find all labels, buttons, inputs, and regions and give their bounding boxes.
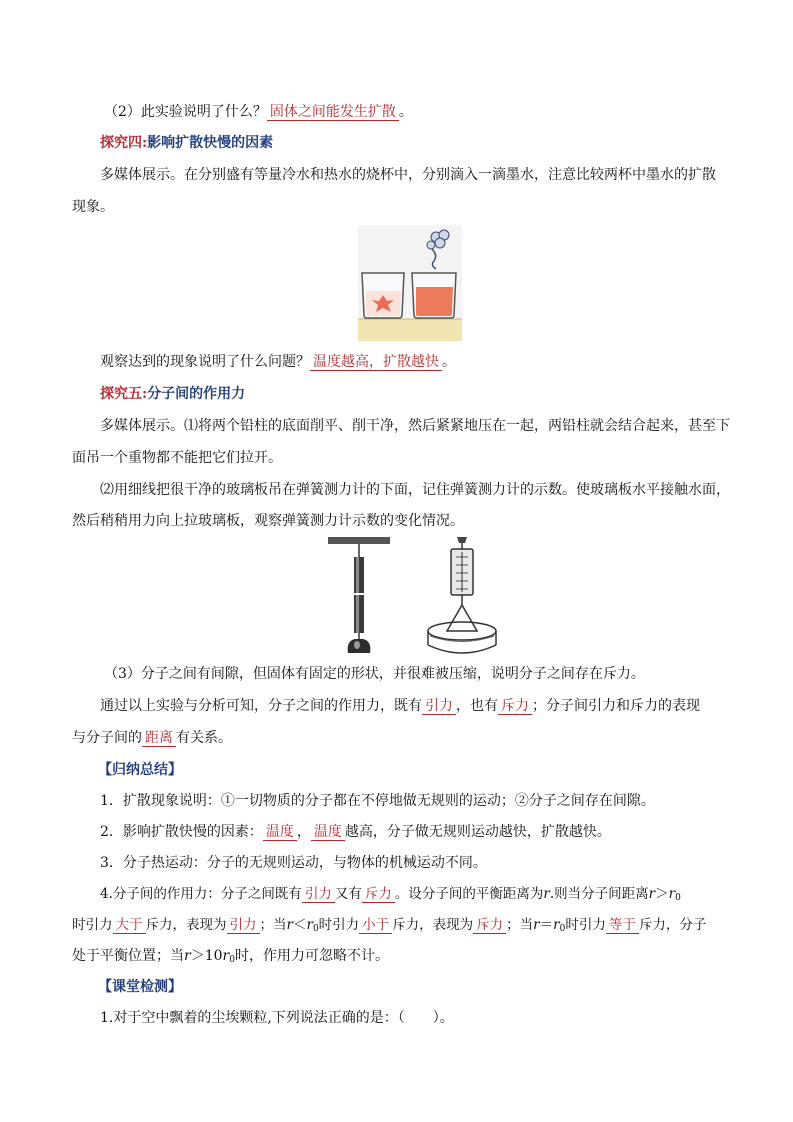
section-title: 【归纳总结】	[98, 762, 182, 778]
answer-blank: 等于	[606, 917, 639, 934]
check-title	[98, 977, 182, 997]
var-r: r	[184, 948, 191, 964]
answer-blank: 斥力	[473, 917, 506, 934]
answer-blank: 温度	[311, 824, 345, 841]
observe-question	[100, 352, 456, 372]
var-r: r	[553, 917, 560, 933]
answer-blank: 距离	[142, 730, 176, 747]
text: ＞10	[190, 948, 223, 964]
text: ；当	[506, 917, 534, 933]
answer-blank: 斥力	[498, 698, 532, 715]
var-r: r	[286, 917, 293, 933]
punct: 。	[398, 104, 413, 120]
explore-tag: 探究五:	[100, 386, 148, 402]
subscript: 0	[559, 924, 566, 934]
text: 斥力，表现为	[392, 917, 474, 933]
text: 与分子间的	[72, 730, 142, 746]
summary-3: 3．分子热运动：分子的无规则运动，与物体的机械运动不同。	[100, 855, 487, 871]
media1-line2: 现象。	[72, 199, 114, 215]
subscript: 0	[312, 924, 319, 934]
text: .则当分子间距离	[549, 886, 649, 902]
question-text: 观察达到的现象说明了什么问题？	[100, 354, 310, 370]
explore5-heading	[100, 384, 245, 404]
text: 斥力，分子	[638, 917, 707, 933]
var-r: r	[668, 886, 676, 902]
question-text: （2）此实验说明了什么？	[104, 104, 267, 120]
media2-line1: 多媒体展示。⑴将两个铅柱的底面削平、削干净，然后紧紧地压在一起，两铅柱就会结合起来，甚至下	[100, 418, 730, 434]
explore4-heading	[100, 133, 273, 153]
subscript: 0	[675, 893, 681, 903]
text: ；分子间引力和斥力的表现	[532, 698, 700, 714]
text: 。设分子间的平衡距离为	[394, 886, 544, 902]
summary-title	[98, 760, 182, 780]
answer-blank: 小于	[359, 917, 392, 934]
text: ＞	[655, 886, 669, 902]
summary-1: 1．扩散现象说明：①一切物质的分子都在不停地做无规则的运动；②分子之间存在间隙。	[100, 793, 655, 809]
text: 时引力	[72, 917, 113, 933]
text: ，也有	[456, 698, 498, 714]
answer-blank: 大于	[113, 917, 146, 934]
conclusion-line1	[100, 696, 700, 716]
answer-blank: 斥力	[362, 886, 395, 903]
summary-4-line1	[100, 884, 681, 908]
answer-blank: 温度越高，扩散越快	[310, 354, 442, 371]
var-r: r	[648, 886, 656, 902]
subscript: 0	[229, 955, 235, 965]
answer-blank: 引力	[302, 886, 335, 903]
text: 4.分子间的作用力：分子之间既有	[100, 886, 302, 902]
item3-text: （3）分子之间有间隙，但固体有固定的形状，并很难被压缩，说明分子之间存在斥力。	[104, 666, 645, 682]
var-r: r	[543, 886, 550, 902]
var-r: r	[533, 917, 540, 933]
lead-cylinders-illustration	[328, 535, 390, 655]
text: ＜	[292, 917, 307, 933]
text: ，	[296, 824, 311, 840]
text: ；当	[259, 917, 287, 933]
explore-title: 影响扩散快慢的因素	[147, 135, 274, 151]
text: 时引力	[565, 917, 606, 933]
punct: 。	[442, 354, 456, 370]
explore-tag: 探究四:	[100, 135, 148, 151]
answer-blank: 温度	[263, 824, 297, 841]
text: 时引力	[318, 917, 360, 933]
beakers-illustration	[358, 225, 462, 341]
media1-line1: 多媒体展示。在分别盛有等量冷水和热水的烧杯中，分别滴入一滴墨水，注意比较两杯中墨水的扩散	[100, 167, 716, 183]
section2-question	[104, 102, 413, 122]
media3-line1: ⑵用细线把很干净的玻璃板吊在弹簧测力计的下面，记住弹簧测力计的示数。使玻璃板水平接触水面，	[100, 482, 730, 498]
answer-blank: 引力	[422, 698, 456, 715]
text: 通过以上实验与分析可知，分子之间的作用力，既有	[100, 698, 422, 714]
var-r: r	[306, 917, 313, 933]
answer-blank: 固体之间能发生扩散	[267, 104, 399, 121]
text: 2．影响扩散快慢的因素：	[100, 824, 263, 840]
text: 又有	[334, 886, 362, 902]
text: 越高，分子做无规则运动越快，扩散越快。	[344, 824, 611, 840]
text: 处于平衡位置；当	[72, 948, 184, 964]
summary-4-line2	[72, 915, 706, 939]
section-title: 【课堂检测】	[98, 979, 182, 995]
media2-line2: 面吊一个重物都不能把它们拉开。	[72, 450, 282, 466]
text: 有关系。	[176, 730, 232, 746]
text: 时，作用力可忽略不计。	[234, 948, 389, 964]
media3-line2: 然后稍稍用力向上拉玻璃板，观察弹簧测力计示数的变化情况。	[72, 513, 464, 529]
var-r: r	[222, 948, 230, 964]
text: 斥力，表现为	[145, 917, 227, 933]
spring-scale-illustration	[424, 535, 500, 655]
explore-title: 分子间的作用力	[147, 386, 246, 402]
summary-2	[100, 822, 611, 842]
conclusion-line2	[72, 728, 232, 748]
answer-blank: 引力	[227, 917, 260, 934]
question-1: 1.对于空中飘着的尘埃颗粒,下列说法正确的是：（ ）。	[100, 1010, 454, 1026]
summary-4-line3	[72, 946, 389, 970]
text: ＝	[539, 917, 554, 933]
